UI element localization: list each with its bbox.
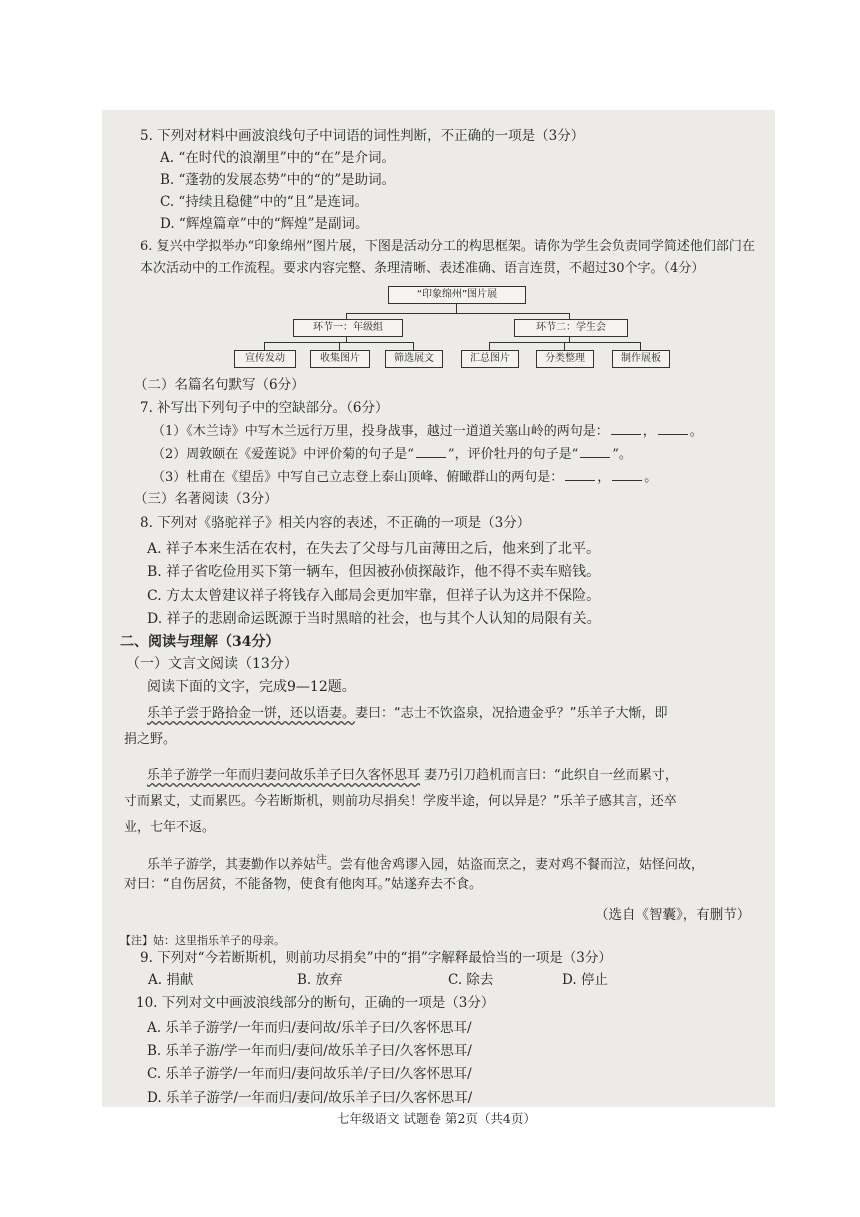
diagram-root: “印象绵州”图片展 xyxy=(388,286,526,304)
q9-option-c: C. 除去 xyxy=(448,972,494,988)
passage-p2-line2: 寸而累丈，丈而累匹。今若断斯机，则前功尽捐矣！学废半途，何以异是？”乐羊子感其言，还卒 xyxy=(124,794,677,809)
diagram-leaf-6: 制作展板 xyxy=(612,350,670,368)
reading-instruction: 阅读下面的文字，完成9—12题。 xyxy=(147,679,356,695)
q8-option-c: C. 方太太曾建议祥子将钱存入邮局会更加牢靠，但祥子认为这并不保险。 xyxy=(147,588,601,604)
q5-stem: 5. 下列对材料中画波浪线句子中词语的词性判断，不正确的一项是（3分） xyxy=(140,128,585,144)
q10-stem: 10. 下列对文中画波浪线部分的断句，正确的一项是（3分） xyxy=(136,995,495,1011)
q5-option-a: A. “在时代的浪潮里”中的“在”是介词。 xyxy=(160,150,395,166)
q6-line1: 6. 复兴中学拟举办“印象绵州”图片展，下图是活动分工的构思框架。请你为学生会负责同学简述他们部门在 xyxy=(140,239,755,254)
passage-p1-line1: 乐羊子尝于路拾金一饼，还以语妻。妻曰：“志士不饮盗泉，况拾遗金乎？”乐羊子大惭，即 xyxy=(147,706,668,721)
section-3-heading: （三）名著阅读（3分） xyxy=(134,491,278,507)
page-footer: 七年级语文 试题卷 第2页（共4页） xyxy=(337,1111,536,1126)
passage-p3-line2: 对曰：“自伤居贫，不能备物，使食有他肉耳。”姑遂弃去不食。 xyxy=(124,877,482,892)
q5-option-c: C. “持续且稳健”中的“且”是连词。 xyxy=(160,194,369,210)
diagram-branch-2: 环节二：学生会 xyxy=(514,319,628,337)
passage-p1-line2: 捐之野。 xyxy=(124,732,177,747)
q9-stem: 9. 下列对“今若断斯机，则前功尽捐矣”中的“捐”字解释最恰当的一项是（3分） xyxy=(140,950,612,966)
q10-option-a: A. 乐羊子游学/一年而归/妻问故/乐羊子曰/久客怀思耳/ xyxy=(147,1020,472,1036)
q8-option-a: A. 祥子本来生活在农村，在失去了父母与几亩薄田之后，他来到了北平。 xyxy=(147,541,601,557)
q10-option-c: C. 乐羊子游学/一年而归/妻问故乐羊/子曰/久客怀思耳/ xyxy=(147,1066,472,1082)
diagram-leaf-5: 分类整理 xyxy=(536,350,594,368)
footnote: 【注】姑：这里指乐羊子的母亲。 xyxy=(120,934,285,947)
passage-p3-line1: 乐羊子游学，其妻勤作以养姑$^注$。尝有他舍鸡谬入园，姑盗而烹之，妻对鸡不餐而泣，姑怪问故， xyxy=(147,853,705,873)
diagram-leaf-1: 宣传发动 xyxy=(234,350,296,368)
diagram-leaf-3: 筛选展文 xyxy=(385,350,443,368)
q10-option-b: B. 乐羊子游/学一年而归/妻问/故乐羊子曰/久客怀思耳/ xyxy=(147,1043,472,1059)
q5-option-d: D. “辉煌篇章”中的“辉煌”是副词。 xyxy=(160,216,369,232)
q8-stem: 8. 下列对《骆驼祥子》相关内容的表述，不正确的一项是（3分） xyxy=(140,515,531,531)
q9-option-d: D. 停止 xyxy=(562,972,608,988)
q7-stem: 7. 补写出下列句子中的空缺部分。（6分） xyxy=(140,400,389,416)
passage-source: （选自《智囊》，有删节） xyxy=(595,907,751,923)
part-2-heading: 二、阅读与理解（34分） xyxy=(120,634,280,650)
q9-option-b: B. 放弃 xyxy=(297,972,343,988)
q7-item-1: （1）《木兰诗》中写木兰远行万里，投身战事，越过一道道关塞山岭的两句是： ， 。 xyxy=(152,424,703,439)
passage-p2-line1: 乐羊子游学一年而归妻问故乐羊子曰久客怀思耳 妻乃引刀趋机而言曰：“此织自一丝而累寸， xyxy=(147,768,678,783)
q8-option-b: B. 祥子省吃俭用买下第一辆车，但因被孙侦探敲诈，他不得不卖车赔钱。 xyxy=(147,564,601,580)
q6-line2: 本次活动中的工作流程。要求内容完整、条理清晰、表述准确、语言连贯，不超过30个字。（4分） xyxy=(140,261,705,276)
subsection-1-heading: （一）文言文阅读（13分） xyxy=(126,656,298,672)
q5-option-b: B. “蓬勃的发展态势”中的“的”是助词。 xyxy=(160,172,396,188)
passage-p2-line3: 业，七年不返。 xyxy=(124,820,216,835)
q7-item-2: （2）周敦颐在《爱莲说》中评价菊的句子是“ ”，评价牡丹的句子是“ ”。 xyxy=(152,447,632,462)
q9-option-a: A. 捐献 xyxy=(148,972,194,988)
q10-option-d: D. 乐羊子游学/一年而归/妻问/故乐羊子曰/久客怀思耳/ xyxy=(147,1090,473,1106)
diagram-leaf-2: 收集图片 xyxy=(310,350,370,368)
diagram-branch-1: 环节一：年级组 xyxy=(293,319,403,337)
q7-item-3: （3）杜甫在《望岳》中写自己立志登上泰山顶峰、俯瞰群山的两句是： ， 。 xyxy=(152,470,658,485)
q8-option-d: D. 祥子的悲剧命运既源于当时黑暗的社会，也与其个人认知的局限有关。 xyxy=(147,611,601,627)
section-2-heading: （二）名篇名句默写（6分） xyxy=(134,377,305,393)
diagram-leaf-4: 汇总图片 xyxy=(461,350,519,368)
